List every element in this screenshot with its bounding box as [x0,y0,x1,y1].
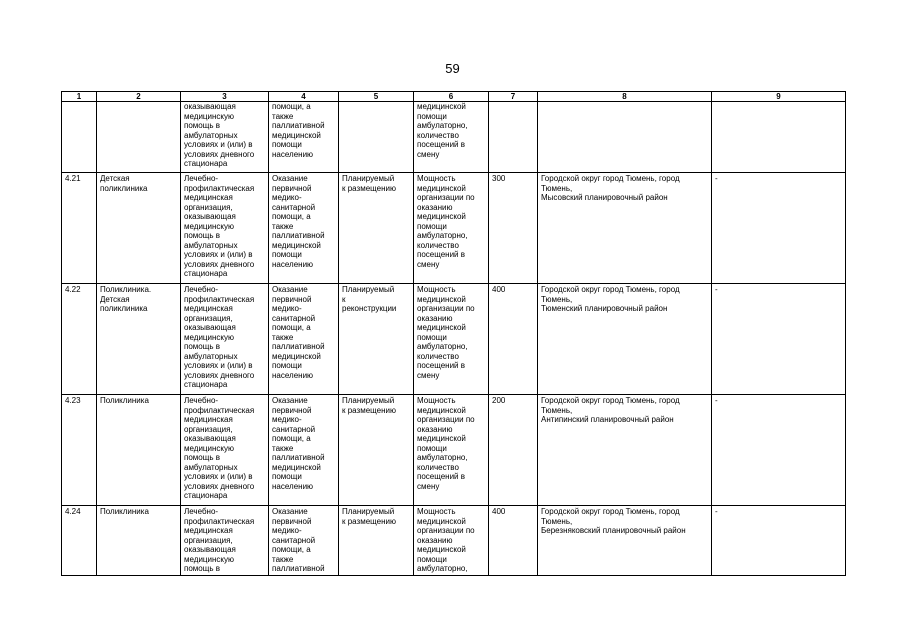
table-cell: - [712,284,846,395]
table-cell: Лечебно- профилактическая медицинская организация, оказывающая медицинскую помощь в [181,506,269,576]
table-cell: Поликлиника. Детская поликлиника [97,284,181,395]
table-cell: Оказание первичной медико- санитарной помощи, а также паллиативной медицинской помощи населению [269,284,339,395]
table-cell: Планируемый к реконструкции [339,284,414,395]
table-cell: Городской округ город Тюмень, город Тюмень, Антипинский планировочный район [538,395,712,506]
column-header-2: 2 [97,92,181,102]
table-cell: 4.21 [62,173,97,284]
table-cell: 4.23 [62,395,97,506]
table-cell: Городской округ город Тюмень, город Тюмень, Тюменский планировочный район [538,284,712,395]
table-cell: Планируемый к размещению [339,173,414,284]
table-cell: 4.22 [62,284,97,395]
table-row [62,395,846,506]
column-header-5: 5 [339,92,414,102]
table-cell [97,102,181,173]
table-cell: - [712,395,846,506]
table-cell: 4.24 [62,506,97,576]
column-header-9: 9 [712,92,846,102]
table-row [62,102,846,173]
table-cell: 400 [489,284,538,395]
table-row [62,506,846,576]
table-cell: Оказание первичной медико- санитарной помощи, а также паллиативной медицинской помощи населению [269,173,339,284]
column-header-8: 8 [538,92,712,102]
table-cell [538,102,712,173]
table-cell [712,102,846,173]
table-cell: Лечебно- профилактическая медицинская организация, оказывающая медицинскую помощь в амбулаторных условиях и (или) в условиях дневного стационара [181,284,269,395]
table-cell [62,102,97,173]
table-cell: Мощность медицинской организации по оказанию медицинской помощи амбулаторно, количество посещений в смену [414,395,489,506]
table-cell: Оказание первичной медико- санитарной помощи, а также паллиативной медицинской помощи населению [269,395,339,506]
table-cell: Городской округ город Тюмень, город Тюмень, Мысовский планировочный район [538,173,712,284]
column-header-6: 6 [414,92,489,102]
table-cell: 200 [489,395,538,506]
page-number: 59 [445,61,460,76]
table-cell: Планируемый к размещению [339,506,414,576]
table-cell: 400 [489,506,538,576]
table-cell: Мощность медицинской организации по оказанию медицинской помощи амбулаторно, количество посещений в смену [414,284,489,395]
table-cell [339,102,414,173]
table-cell: 300 [489,173,538,284]
table-cell: - [712,173,846,284]
table-cell: Планируемый к размещению [339,395,414,506]
table-cell: медицинской помощи амбулаторно, количество посещений в смену [414,102,489,173]
data-table [61,91,846,576]
table-cell [489,102,538,173]
table-cell: Детская поликлиника [97,173,181,284]
table-cell: - [712,506,846,576]
table-row [62,173,846,284]
table-cell: Лечебно- профилактическая медицинская организация, оказывающая медицинскую помощь в амбулаторных условиях и (или) в условиях дневного стационара [181,173,269,284]
column-header-4: 4 [269,92,339,102]
table-cell: Лечебно- профилактическая медицинская организация, оказывающая медицинскую помощь в амбулаторных условиях и (или) в условиях дневного стационара [181,395,269,506]
table-row [62,284,846,395]
table-cell: Мощность медицинской организации по оказанию медицинской помощи амбулаторно, количество посещений в смену [414,173,489,284]
table-cell: помощи, а также паллиативной медицинской помощи населению [269,102,339,173]
table-cell: Поликлиника [97,395,181,506]
table-cell: Городской округ город Тюмень, город Тюмень, Березняковский планировочный район [538,506,712,576]
table-cell: оказывающая медицинскую помощь в амбулаторных условиях и (или) в условиях дневного стационара [181,102,269,173]
column-header-3: 3 [181,92,269,102]
table-cell: Мощность медицинской организации по оказанию медицинской помощи амбулаторно, [414,506,489,576]
table-cell: Оказание первичной медико- санитарной помощи, а также паллиативной [269,506,339,576]
column-header-1: 1 [62,92,97,102]
table-cell: Поликлиника [97,506,181,576]
header-row [62,92,846,102]
column-header-7: 7 [489,92,538,102]
